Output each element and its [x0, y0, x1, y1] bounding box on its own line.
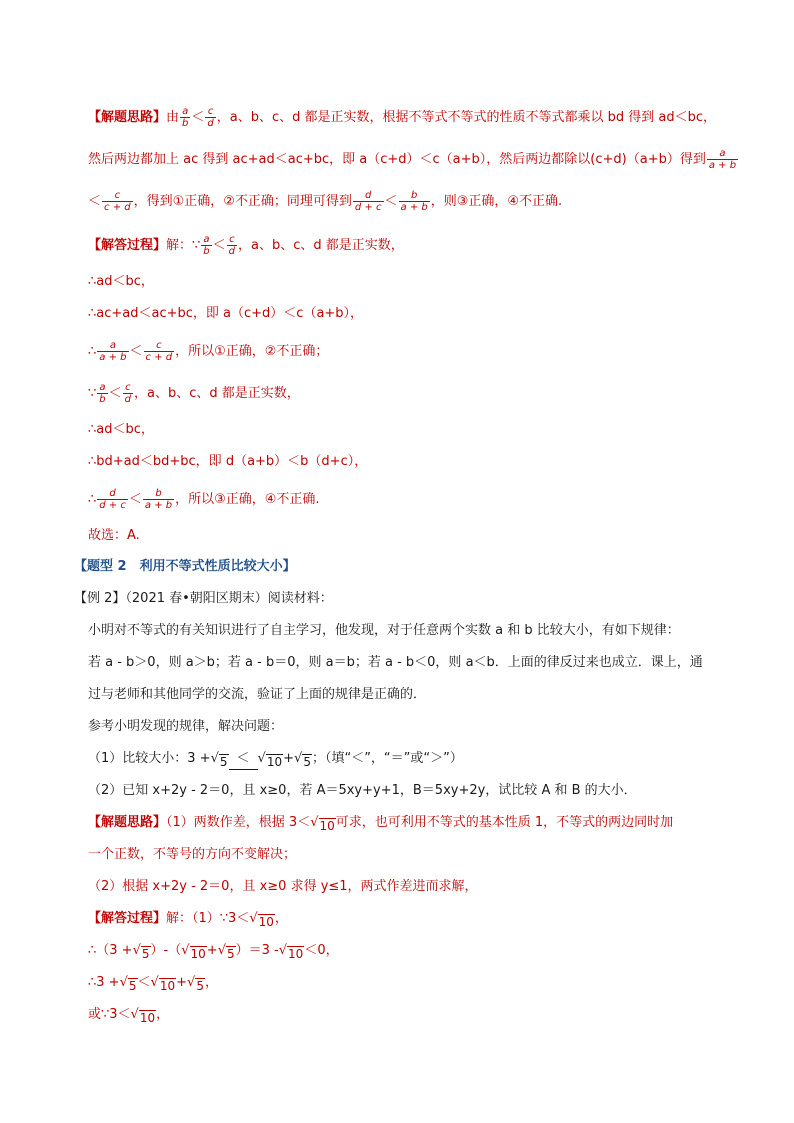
- fraction-b-over-a-plus-b: $\frac{b}{a + b}$: [400, 190, 428, 213]
- sqrt-5: √ 5: [210, 751, 228, 769]
- solution2-line-3: ∴3 + √ 5 ＜ √ 10 + √ 5 ，: [88, 975, 218, 993]
- sqrt-10: √ 10: [150, 975, 176, 993]
- sqrt-10: √ 10: [257, 751, 283, 769]
- section-label: 【解答过程】: [88, 911, 167, 926]
- thinking2-line-3: （2）根据 x+2y - 2＝0，且 x≥0 求得 y≤1，两式作差进而求解，: [88, 879, 478, 894]
- sqrt-5: √ 5: [119, 975, 137, 993]
- answer-line: 故选：A.: [88, 528, 140, 543]
- fraction-b-over-a-plus-b: $\frac{b}{a + b}$: [144, 488, 173, 511]
- solution-line-2: ∴ad＜bc，: [88, 274, 154, 289]
- sqrt-5: √ 5: [132, 943, 150, 961]
- solution2-line-1: 【解答过程】解：（1）∵3＜ √ 10 ，: [88, 911, 288, 929]
- material-line-2: 若 a - b＞0，则 a＞b；若 a - b＝0，则 a＝b；若 a - b＜0，则 a＜b．上面的律反过来也成立．课上，通: [88, 655, 703, 670]
- fraction-c-over-d: $\frac{c}{d}$: [124, 382, 132, 405]
- sqrt-10: √ 10: [130, 1007, 156, 1025]
- fraction-d-over-d-plus-c: $\frac{d}{d + c}$: [99, 488, 126, 511]
- question-1: （1）比较大小：3 + √ 5 ＜ √ 10 + √ 5 ；（填“＜”，“＝”或“＞”）: [88, 751, 463, 769]
- thinking-line-1: 【解题思路】由 $\frac{a}{b}$ ＜ $\frac{c}{d}$ ，a、b、c、d 都是正实数，根据不等式不等式的性质不等式都乘以 bd 得到 ad＜bc，: [88, 106, 717, 129]
- sqrt-5: √ 5: [217, 943, 235, 961]
- question-type-heading: 【题型 2 利用不等式性质比较大小】: [74, 559, 296, 574]
- question-2: （2）已知 x+2y - 2＝0，且 x≥0，若 A＝5xy+y+1，B＝5xy+2y，试比较 A 和 B 的大小．: [88, 783, 637, 798]
- thinking2-line-1: 【解题思路】（1）两数作差，根据 3＜ √ 10 可求，也可利用不等式的基本性质 1，不等式的两边同时加: [88, 815, 674, 833]
- section-label: 【解题思路】: [88, 110, 167, 125]
- solution-line-6: ∴ad＜bc，: [88, 422, 154, 437]
- material-line-3: 过与老师和其他同学的交流，验证了上面的规律是正确的．: [88, 687, 427, 702]
- sqrt-5: √ 5: [187, 975, 204, 993]
- fraction-c-over-d: $\frac{c}{d}$: [207, 106, 214, 129]
- fraction-d-over-d-plus-c: $\frac{d}{d + c}$: [354, 190, 382, 213]
- material-line-4: 参考小明发现的规律，解决问题：: [88, 719, 284, 734]
- thinking-line-3: ＜ $\frac{c}{c + d}$ ，得到①正确，②不正确；同理可得到 $\frac{d}{d + c}$ ＜ $\frac{b}{a + b}$ ，则③正确，④不正确.: [88, 190, 563, 213]
- fraction-c-over-d: $\frac{c}{d}$: [228, 234, 236, 257]
- sqrt-10: √ 10: [310, 815, 335, 833]
- section-label: 【解答过程】: [88, 238, 167, 253]
- fraction-a-over-b: $\frac{a}{b}$: [99, 382, 106, 405]
- solution2-line-4: 或∵3＜ √ 10 ，: [88, 1007, 170, 1025]
- solution-line-8: ∴ $\frac{d}{d + c}$ ＜ $\frac{b}{a + b}$ ，所以③正确，④不正确.: [88, 488, 320, 511]
- section-label: 【解题思路】: [88, 815, 167, 830]
- fraction-a-over-a-plus-b: $\frac{a}{a + b}$: [99, 340, 127, 363]
- thinking-line-2: 然后两边都加上 ac 得到 ac+ad＜ac+bc，即 a（c+d）＜c（a+b），然后两边都除以(c+d)（a+b）得到 $\frac{a}{a + b}$: [88, 148, 737, 171]
- solution-line-7: ∴bd+ad＜bd+bc，即 d（a+b）＜b（d+c），: [88, 454, 368, 469]
- material-line-1: 小明对不等式的有关知识进行了自主学习，他发现，对于任意两个实数 a 和 b 比较大小，有如下规律：: [88, 623, 680, 638]
- sqrt-10: √ 10: [249, 911, 274, 929]
- thinking2-line-2: 一个正数，不等号的方向不变解决；: [88, 847, 297, 862]
- sqrt-10: √ 10: [181, 943, 206, 961]
- fraction-a-over-b: $\frac{a}{b}$: [182, 106, 189, 129]
- sqrt-10: √ 10: [278, 943, 304, 961]
- solution-line-1: 【解答过程】解：∵ $\frac{a}{b}$ ＜ $\frac{c}{d}$ ，a、b、c、d 都是正实数，: [88, 234, 404, 257]
- solution-line-4: ∴ $\frac{a}{a + b}$ ＜ $\frac{c}{c + d}$ ，所以①正确，②不正确；: [88, 340, 329, 363]
- sqrt-5: √ 5: [294, 751, 311, 769]
- fraction-a-over-b: $\frac{a}{b}$: [203, 234, 210, 257]
- fraction-c-over-c-plus-d: $\frac{c}{c + d}$: [145, 340, 173, 363]
- example-heading: 【例 2】（2021 春•朝阳区期末）阅读材料：: [74, 591, 333, 606]
- answer-blank: ＜: [229, 749, 258, 770]
- solution-line-3: ∴ac+ad＜ac+bc，即 a（c+d）＜c（a+b），: [88, 306, 364, 321]
- fraction-a-over-a-plus-b: $\frac{a}{a + b}$: [708, 148, 737, 171]
- solution-line-5: ∵ $\frac{a}{b}$ ＜ $\frac{c}{d}$ ，a、b、c、d 都是正实数，: [88, 382, 300, 405]
- solution2-line-2: ∴（3 + √ 5 ）-（ √ 10 + √ 5 ）＝3 - √ 10 ＜0，: [88, 943, 339, 961]
- fraction-c-over-c-plus-d: $\frac{c}{c + d}$: [104, 190, 131, 213]
